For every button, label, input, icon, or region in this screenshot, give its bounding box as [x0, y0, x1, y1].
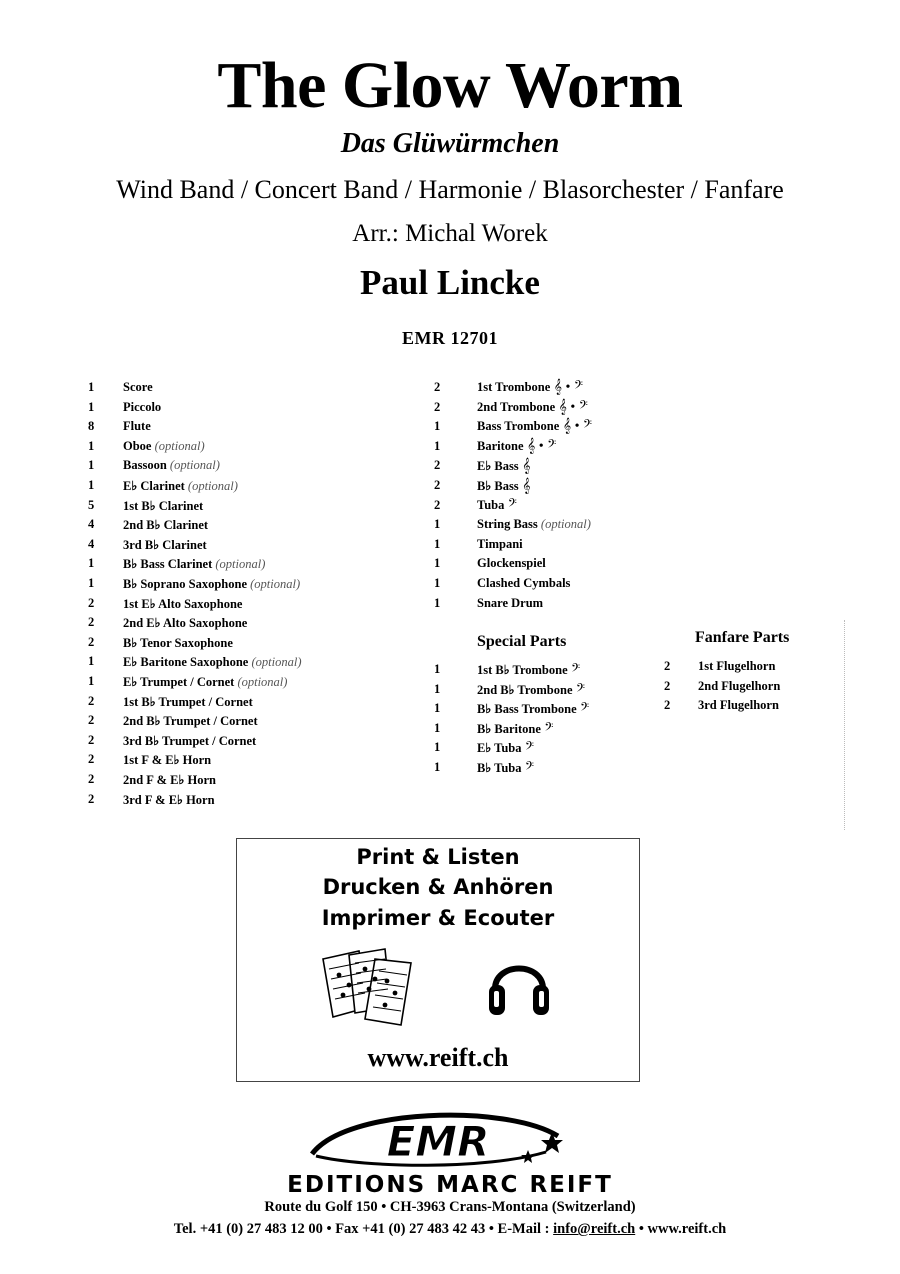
part-name [477, 596, 543, 611]
part-row [664, 659, 844, 677]
part-quantity: 2 [664, 659, 671, 673]
part-name [477, 576, 570, 591]
part-label: B♭ Bass [477, 479, 519, 493]
part-quantity: 1 [88, 380, 95, 394]
clef-icon: 𝄞 [518, 479, 531, 494]
part-name [698, 698, 779, 713]
part-label: 2nd Flugelhorn [698, 678, 781, 693]
part-quantity: 2 [88, 595, 95, 610]
part-quantity: 2 [434, 380, 441, 394]
ensemble-line: Wind Band / Concert Band / Harmonie / Blasorchester / Fanfare [116, 175, 784, 204]
part-label: E♭ Baritone Saxophone [123, 655, 249, 670]
part-row [434, 682, 674, 700]
part-row [88, 478, 428, 496]
part-label: 2nd B♭ Trombone [477, 682, 573, 697]
part-quantity: 1 [88, 654, 95, 669]
part-label: Bass Trombone [477, 419, 560, 434]
part-label: E♭ Tuba [477, 741, 522, 756]
subtitle: Das Glüwürmchen [340, 128, 560, 159]
part-label: Baritone [477, 438, 524, 453]
part-quantity: 2 [88, 791, 95, 806]
part-quantity: 1 [88, 576, 95, 590]
part-quantity: 5 [88, 497, 95, 512]
part-name [698, 679, 780, 694]
part-quantity: 1 [434, 760, 441, 774]
part-row [88, 576, 428, 594]
part-label: Score [123, 380, 153, 394]
fanfare-parts-heading: Fanfare Parts [695, 629, 790, 646]
clef-icon: 𝄢 [521, 761, 534, 776]
part-label: 2nd E♭ Alto Saxophone [123, 616, 248, 631]
part-quantity: 2 [434, 458, 441, 473]
part-name [477, 760, 534, 777]
part-quantity: 1 [88, 478, 95, 492]
print-listen-box [236, 838, 640, 1082]
part-name [477, 439, 556, 455]
clef-icon: 𝄢 [521, 741, 534, 757]
part-name [477, 400, 588, 416]
part-label: E♭ Clarinet [123, 479, 185, 493]
part-row [88, 792, 428, 810]
part-name [477, 498, 517, 514]
part-name [123, 419, 151, 434]
part-name [123, 733, 256, 749]
clef-icon: 𝄢 [567, 663, 581, 678]
part-name [123, 615, 247, 631]
clef-icon: 𝄞 [518, 459, 531, 475]
part-row [88, 752, 428, 770]
part-row [434, 439, 674, 457]
part-label: Glockenspiel [477, 556, 546, 571]
part-label: 1st E♭ Alto Saxophone [123, 596, 243, 611]
part-name [123, 380, 153, 395]
part-row [88, 733, 428, 751]
part-label: 1st F & E♭ Horn [123, 753, 212, 768]
part-row [88, 458, 428, 476]
part-quantity: 2 [664, 698, 671, 713]
promo-line-fr: Imprimer & Ecouter [321, 906, 555, 930]
part-quantity: 1 [88, 399, 95, 414]
part-name [123, 635, 233, 651]
part-quantity: 2 [88, 693, 95, 708]
arranger: Arr.: Michal Worek [352, 220, 548, 247]
divider [844, 620, 845, 830]
part-name [123, 517, 208, 533]
part-name [123, 498, 203, 514]
part-row [434, 556, 674, 574]
part-name [477, 517, 591, 532]
clef-icon: 𝄢 [576, 702, 590, 718]
part-label: B♭ Tuba [477, 761, 522, 775]
sheet-music-icon [319, 945, 429, 1033]
clef-icon: 𝄞 • 𝄢 [550, 380, 583, 395]
part-label: B♭ Baritone [477, 721, 541, 736]
part-label: String Bass [477, 517, 538, 532]
part-quantity: 1 [88, 674, 95, 688]
part-quantity: 4 [88, 536, 95, 551]
part-label: 3rd B♭ Clarinet [123, 537, 207, 552]
part-row [664, 698, 844, 716]
part-quantity: 2 [664, 678, 671, 693]
part-row [434, 721, 674, 739]
part-row [88, 380, 428, 398]
parts-list-left [88, 380, 428, 820]
part-quantity: 8 [88, 419, 95, 434]
part-optional-note: (optional) [234, 675, 288, 689]
clef-icon: 𝄞 • 𝄢 [523, 438, 557, 454]
part-quantity: 2 [88, 615, 95, 630]
part-quantity: 1 [434, 536, 441, 551]
headphones-icon [487, 947, 551, 1019]
part-label: Tuba [477, 497, 505, 512]
part-name [698, 659, 775, 674]
clef-icon: 𝄞 • 𝄢 [555, 399, 588, 415]
part-row [434, 760, 674, 778]
part-quantity: 1 [434, 595, 441, 610]
part-quantity: 1 [88, 458, 95, 473]
email-link[interactable]: info@reift.ch [553, 1221, 636, 1237]
part-optional-note: (optional) [151, 438, 205, 453]
part-optional-note: (optional) [247, 577, 301, 591]
part-quantity: 2 [88, 634, 95, 649]
part-label: 2nd F & E♭ Horn [123, 773, 216, 787]
promo-line-de: Drucken & Anhören [322, 875, 554, 899]
logo-text: EMR [386, 1117, 490, 1166]
part-label: 1st B♭ Trumpet / Cornet [123, 694, 253, 709]
part-name [477, 721, 553, 738]
part-label: Clashed Cymbals [477, 576, 571, 590]
part-row [434, 576, 674, 594]
part-row [88, 674, 428, 692]
part-row [88, 615, 428, 633]
part-name [123, 772, 216, 788]
part-row [88, 772, 428, 790]
part-row [434, 596, 674, 614]
part-label: Oboe [123, 438, 152, 453]
part-quantity: 1 [434, 701, 441, 716]
part-name [123, 596, 242, 612]
part-quantity: 1 [434, 740, 441, 755]
part-row [88, 419, 428, 437]
catalog-number: EMR 12701 [402, 328, 498, 348]
part-name [123, 752, 211, 768]
part-row [88, 556, 428, 574]
part-label: Timpani [477, 536, 523, 551]
part-label: 3rd B♭ Trumpet / Cornet [123, 733, 257, 748]
part-quantity: 1 [434, 556, 441, 571]
part-quantity: 2 [434, 399, 441, 414]
part-name [123, 792, 215, 808]
part-row [88, 635, 428, 653]
part-quantity: 2 [88, 772, 95, 786]
part-label: B♭ Soprano Saxophone [123, 577, 247, 591]
part-optional-note: (optional) [248, 655, 302, 670]
part-row [88, 596, 428, 614]
part-label: 3rd Flugelhorn [698, 698, 779, 713]
part-row [434, 498, 674, 516]
part-label: E♭ Bass [477, 459, 519, 474]
promo-url: www.reift.ch [367, 1043, 509, 1072]
part-row [88, 713, 428, 731]
part-name [477, 478, 530, 495]
clef-icon: 𝄢 [504, 497, 517, 513]
part-label: 2nd B♭ Clarinet [123, 518, 209, 533]
part-name [123, 537, 207, 553]
part-name [123, 694, 253, 710]
part-row [434, 400, 674, 418]
part-label: 2nd B♭ Trumpet / Cornet [123, 714, 258, 729]
part-row [434, 478, 674, 496]
special-parts-list [434, 662, 674, 782]
tel-fax: Tel. +41 (0) 27 483 12 00 • Fax +41 (0) 27 483 42 43 • E-Mail : [173, 1221, 550, 1237]
part-row [434, 740, 674, 758]
part-quantity: 1 [434, 662, 441, 676]
part-row [434, 419, 674, 437]
part-name [123, 556, 265, 572]
part-label: Flute [123, 419, 151, 434]
part-name [477, 458, 530, 475]
part-label: 1st Trombone [477, 380, 551, 394]
publisher-name: EDITIONS MARC REIFT [287, 1172, 613, 1198]
part-row [88, 400, 428, 418]
part-quantity: 2 [434, 478, 441, 492]
part-row [88, 439, 428, 457]
part-quantity: 1 [88, 556, 95, 571]
part-row [434, 380, 674, 398]
emr-logo [306, 1106, 566, 1176]
part-name [477, 556, 546, 571]
part-label: B♭ Bass Clarinet [123, 557, 213, 572]
part-quantity: 2 [88, 713, 95, 728]
part-label: B♭ Tenor Saxophone [123, 635, 233, 650]
part-name [477, 682, 585, 699]
part-quantity: 1 [434, 576, 441, 590]
part-name [477, 662, 580, 679]
clef-icon: 𝄢 [572, 682, 586, 698]
part-row [664, 679, 844, 697]
contact-line [0, 1221, 900, 1238]
part-name [123, 458, 220, 473]
composer: Paul Lincke [360, 263, 540, 302]
part-name [123, 400, 161, 415]
part-optional-note: (optional) [166, 458, 220, 473]
part-row [88, 537, 428, 555]
part-name [123, 439, 205, 454]
part-label: 1st Flugelhorn [698, 659, 776, 673]
part-row [434, 537, 674, 555]
part-optional-note: (optional) [537, 517, 591, 532]
part-label: B♭ Bass Trombone [477, 702, 577, 717]
special-parts-heading: Special Parts [477, 633, 567, 650]
part-name [123, 576, 300, 592]
promo-line-en: Print & Listen [356, 845, 520, 869]
clef-icon: 𝄞 • 𝄢 [559, 419, 592, 435]
part-row [434, 458, 674, 476]
part-label: 1st B♭ Clarinet [123, 498, 204, 513]
part-name [123, 478, 238, 494]
part-label: Snare Drum [477, 595, 544, 610]
fanfare-parts-list [664, 659, 844, 719]
part-quantity: 2 [88, 732, 95, 747]
part-row [88, 498, 428, 516]
part-quantity: 4 [88, 517, 95, 532]
parts-list-middle [434, 380, 674, 620]
part-quantity: 2 [434, 497, 441, 512]
part-quantity: 1 [434, 517, 441, 532]
part-name [477, 701, 589, 718]
part-label: 1st B♭ Trombone [477, 663, 568, 677]
part-name [477, 419, 592, 435]
part-optional-note: (optional) [184, 479, 238, 493]
part-name [477, 740, 534, 757]
part-quantity: 1 [434, 681, 441, 696]
part-name [123, 713, 258, 729]
part-quantity: 1 [434, 720, 441, 735]
publisher-address: Route du Golf 150 • CH-3963 Crans-Montana (Switzerland) [264, 1199, 636, 1215]
part-row [88, 654, 428, 672]
part-quantity: 1 [434, 438, 441, 453]
part-row [88, 517, 428, 535]
part-label: Bassoon [123, 458, 167, 473]
clef-icon: 𝄢 [540, 721, 554, 737]
part-label: 2nd Trombone [477, 399, 556, 414]
part-name [123, 674, 287, 690]
part-name [477, 537, 523, 552]
part-name [123, 654, 302, 670]
page-title: The Glow Worm [217, 49, 683, 122]
part-row [434, 701, 674, 719]
part-row [434, 517, 674, 535]
part-quantity: 1 [434, 419, 441, 434]
part-row [434, 662, 674, 680]
part-label: E♭ Trumpet / Cornet [123, 675, 235, 689]
part-quantity: 1 [88, 438, 95, 453]
website-link[interactable]: • www.reift.ch [638, 1221, 727, 1237]
part-optional-note: (optional) [212, 557, 266, 572]
part-row [88, 694, 428, 712]
part-quantity: 2 [88, 752, 95, 767]
part-label: 3rd F & E♭ Horn [123, 792, 215, 807]
part-label: Piccolo [123, 399, 162, 414]
part-name [477, 380, 583, 396]
